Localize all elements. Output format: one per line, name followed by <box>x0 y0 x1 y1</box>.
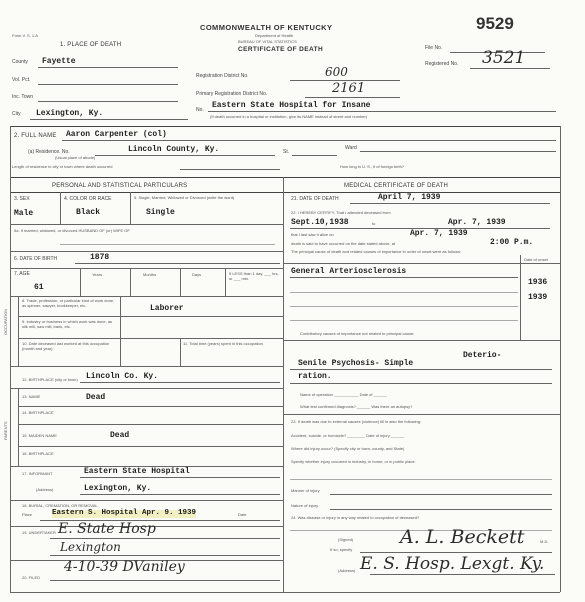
vol-label: Vol. Pct. <box>12 77 31 83</box>
certificate-title: CERTIFICATE OF DEATH <box>238 46 324 53</box>
reg-district-label: Registration District No. <box>196 73 249 79</box>
full-name-value: Aaron Carpenter (col) <box>66 130 167 139</box>
birthplace-label: 12. BIRTHPLACE (city or town) <box>22 377 78 382</box>
findings-label: What test confirmed diagnosis? ______ Was there an autopsy? <box>300 404 413 409</box>
occupation-label: 8. Trade, profession, or particular kind of work done, as spinner, sawyer, bookkeeper, etc. <box>22 298 115 308</box>
date-of-death-value: April 7, 1939 <box>378 193 441 202</box>
attended-from: Sept.10,1938 <box>291 218 349 227</box>
physician-signature: A. L. Beckett <box>400 526 525 548</box>
spouse-label: 5a. If married, widowed, or divorced HUSBAND OF (or) WIFE OF <box>14 228 130 233</box>
birthplace-value: Lincoln Co. Ky. <box>86 372 159 381</box>
if-so-label: If so, specify <box>330 547 353 552</box>
mother-maiden-value: Dead <box>110 431 130 440</box>
last-alive-value: Apr. 7, 1939 <box>410 229 468 238</box>
dob-label: 6. DATE OF BIRTH <box>14 256 58 262</box>
personal-section-header: PERSONAL AND STATISTICAL PARTICULARS <box>52 183 188 189</box>
attended-to-label: to <box>372 221 376 226</box>
primary-reg-district-label: Primary Registration District No. <box>196 91 268 97</box>
city-label: City <box>12 111 21 117</box>
bureau: BUREAU OF VITAL STATISTICS <box>238 39 297 44</box>
institution-value: Eastern State Hospital for Insane <box>212 101 371 110</box>
ward-label: Ward <box>345 145 357 151</box>
us-residence-label: How long in U. S., if of foreign birth? <box>340 164 405 169</box>
form-id: Form V. S. 1-A <box>12 33 39 38</box>
less-than-day-label: If LESS than 1 day, ___ hrs. or ___ min. <box>229 271 279 281</box>
date-of-death-label: 21. DATE OF DEATH <box>291 196 339 202</box>
file-no-label: File No. <box>425 45 443 51</box>
sex-label: 3. SEX <box>14 196 30 202</box>
color-value: Black <box>76 208 101 217</box>
county-value: Fayette <box>42 57 76 66</box>
injury-place-label: Specify whether injury occurred in industry, in home, or in public place. <box>291 459 416 464</box>
occupation-related-label: 24. Was disease or injury in any way related to occupation of deceased? <box>291 515 420 520</box>
father-birthplace-label: 14. BIRTHPLACE <box>22 410 54 415</box>
physician-address: E. S. Hosp. Lexgt. Ky. <box>360 554 545 574</box>
signed-label: (Signed) <box>338 537 354 542</box>
injury-where-label: Where did injury occur? (Specify city or town, county, and State) <box>291 446 405 451</box>
informant-label: 17. INFORMANT <box>22 471 53 476</box>
last-alive-label: that I last saw h alive on <box>291 232 334 237</box>
filed-value: 4-10-39 DVaniley <box>64 559 185 575</box>
age-value: 61 <box>34 283 44 292</box>
undertaker-address: Lexington <box>60 540 121 554</box>
county-label: County <box>12 59 28 65</box>
md-label: M.D. <box>540 539 549 544</box>
sex-value: Male <box>14 209 34 218</box>
institution-note: (If death occurred in a hospital or institution, give its NAME instead of street and number) <box>210 114 368 119</box>
occupation-value: Laborer <box>150 304 184 313</box>
reg-district: 600 <box>325 65 348 79</box>
principal-cause: General Arteriosclerosis <box>291 267 407 276</box>
onset-2: 1939 <box>528 293 548 302</box>
burial-value: Eastern S. Hospital Apr. 9. 1939 <box>52 509 197 517</box>
physician-address-label: (Address) <box>338 568 356 573</box>
burial-label: 18. BURIAL, CREMATION, OR REMOVAL <box>22 503 98 508</box>
inc-town-label: Inc. Town <box>12 94 34 100</box>
attended-to: Apr. 7, 1939 <box>448 218 506 227</box>
burial-date-label: Date <box>238 512 247 517</box>
state-title: COMMONWEALTH OF KENTUCKY <box>200 23 333 32</box>
months-label: Months <box>143 272 157 277</box>
color-label: 4. COLOR OR RACE <box>64 196 112 202</box>
parents-side-label: PARENTS <box>3 421 8 440</box>
contributory-cause-cont: Deterio- <box>463 351 502 360</box>
informant-address-label: (Address) <box>36 487 54 492</box>
informant-address-value: Lexington, Ky. <box>84 484 152 493</box>
filed-label: 20. FILED <box>22 575 41 580</box>
years-label: Years <box>92 272 103 277</box>
manner-injury-label: Manner of injury <box>291 488 320 493</box>
cause-label: The principal cause of death and related causes of importance in order of onset were as follows: <box>291 249 462 254</box>
marital-label: 5. Single, Married, Widowed or Divorced (write the word) <box>134 195 235 200</box>
mother-birthplace-label: 16. BIRTHPLACE <box>22 451 54 456</box>
length-residence-label: Length of residence in city or town where death occurred <box>12 164 113 169</box>
father-name-value: Dead <box>86 393 106 402</box>
residence-sub: (Usual place of abode) <box>55 155 96 160</box>
undertaker-signature: E. State Hosp <box>58 521 156 537</box>
medical-section-header: MEDICAL CERTIFICATE OF DEATH <box>344 183 449 189</box>
industry-label: 9. Industry or business in which work was done, as silk mill, saw mill, bank, etc. <box>22 319 113 329</box>
residence-label: (a) Residence. No. <box>28 149 70 155</box>
st-label: St. <box>283 149 290 155</box>
onset-1: 1936 <box>528 278 548 287</box>
operation-label: Name of operation ___________ Date of ______ <box>300 392 387 397</box>
mother-maiden-label: 15. MAIDEN NAME <box>22 433 57 438</box>
primary-reg-district: 2161 <box>332 81 366 96</box>
full-name-label: 2. FULL NAME <box>14 133 57 139</box>
residence-value: Lincoln County, Ky. <box>128 145 220 154</box>
no-label: No. <box>196 107 204 113</box>
last-worked-label: 10. Date deceased last worked at this occupation (month and year) <box>22 341 110 351</box>
contributory-cause-end: ration. <box>298 372 332 381</box>
death-time-value: 2:00 P.m. <box>490 238 534 247</box>
burial-place-label: Place <box>22 512 33 517</box>
dob-value: 1878 <box>90 253 110 262</box>
place-of-death-label: 1. PLACE OF DEATH <box>60 42 122 48</box>
accident-label: Accident, suicide, or homicide? ________ Date of injury ______ <box>291 433 405 438</box>
certify-label: 22. I HEREBY CERTIFY, That I attended deceased from <box>291 210 391 215</box>
occupation-side-label: OCCUPATION <box>3 308 8 335</box>
registered-no-label: Registered No. <box>425 61 459 67</box>
contributory-cause: Senile Psychosis- Simple <box>298 359 414 368</box>
total-time-label: 11. Total time (years) spent in this occupation <box>183 341 263 346</box>
father-name-label: 13. NAME <box>22 394 41 399</box>
age-label: 7. AGE <box>14 271 30 277</box>
undertaker-label: 19. UNDERTAKER <box>22 530 56 535</box>
city-value: Lexington, Ky. <box>36 109 104 118</box>
certificate-number: 9529 <box>476 14 514 33</box>
marital-value: Single <box>146 208 175 217</box>
days-label: Days <box>192 272 202 277</box>
registered-no: 3521 <box>482 48 526 68</box>
contributory-label: Contributory causes of importance not related to principal cause: <box>300 331 415 336</box>
nature-injury-label: Nature of injury <box>291 503 319 508</box>
informant-value: Eastern State Hospital <box>84 467 190 476</box>
violence-label: 23. If death was due to external causes (violence) fill in also the following: <box>291 419 422 424</box>
death-time-label: death is said to have occurred on the date stated above, at <box>291 241 396 246</box>
date-onset-label: Date of onset <box>524 257 548 262</box>
department: Department of Health <box>255 33 294 38</box>
